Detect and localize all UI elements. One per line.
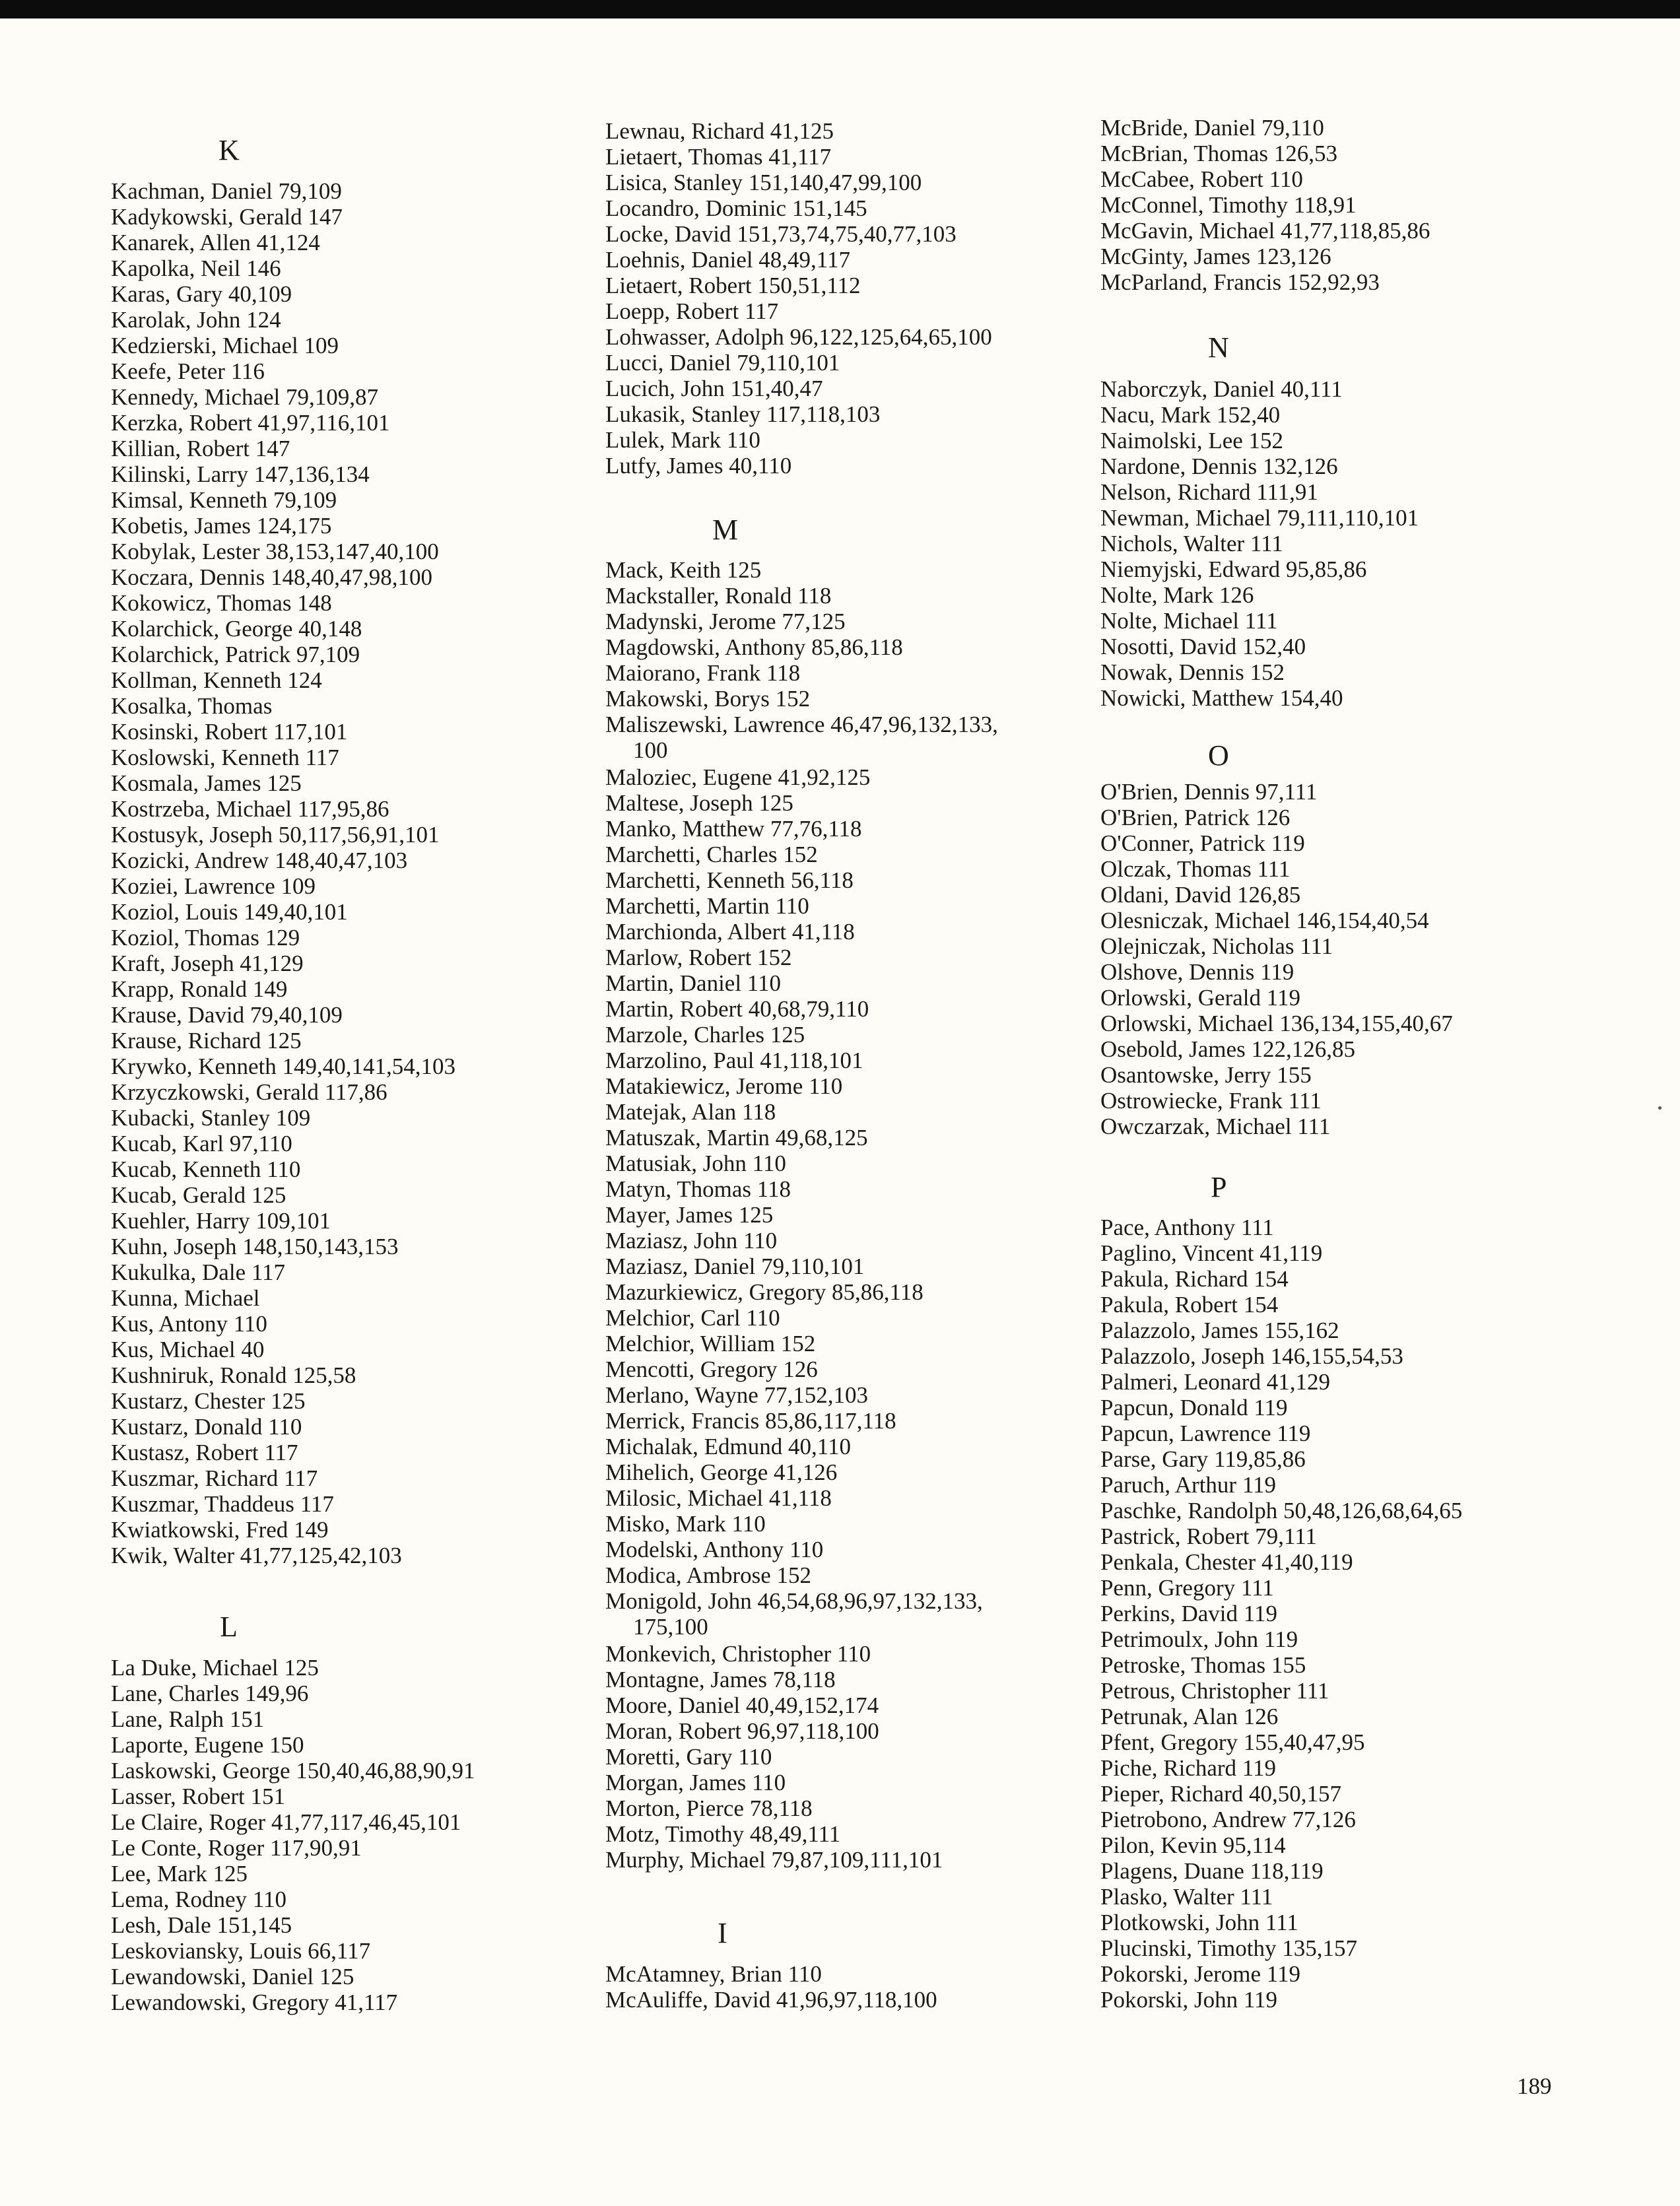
index-entry: Mihelich, George 41,126 — [605, 1459, 838, 1485]
index-entry: Nichols, Walter 111 — [1100, 531, 1283, 556]
index-entry: Loepp, Robert 117 — [605, 298, 779, 324]
index-entry: Mackstaller, Ronald 118 — [605, 583, 832, 609]
scan-speck — [1658, 1106, 1662, 1110]
index-entry: Koziei, Lawrence 109 — [111, 873, 316, 899]
index-entry: Kwiatkowski, Fred 149 — [111, 1517, 329, 1543]
index-entry: Magdowski, Anthony 85,86,118 — [605, 634, 903, 660]
index-entry: Osantowske, Jerry 155 — [1100, 1062, 1312, 1088]
index-entry: Maloziec, Eugene 41,92,125 — [605, 764, 871, 790]
index-entry: Pokorski, Jerome 119 — [1100, 1961, 1300, 1987]
index-entry: Kozicki, Andrew 148,40,47,103 — [111, 848, 408, 873]
index-entry: Matakiewicz, Jerome 110 — [605, 1073, 843, 1099]
index-entry: Locandro, Dominic 151,145 — [605, 195, 867, 221]
index-entry: Pakula, Richard 154 — [1100, 1266, 1289, 1292]
index-entry: Lesh, Dale 151,145 — [111, 1912, 292, 1938]
index-entry: Kus, Antony 110 — [111, 1311, 267, 1337]
index-entry: Kennedy, Michael 79,109,87 — [111, 384, 378, 410]
index-entry: Kimsal, Kenneth 79,109 — [111, 487, 337, 513]
index-entry: Krywko, Kenneth 149,40,141,54,103 — [111, 1053, 456, 1079]
index-entry: Paschke, Randolph 50,48,126,68,64,65 — [1100, 1498, 1463, 1523]
index-entry: Naborczyk, Daniel 40,111 — [1100, 376, 1343, 402]
index-entry: Modica, Ambrose 152 — [605, 1562, 812, 1588]
index-entry: Nolte, Mark 126 — [1100, 582, 1254, 608]
index-entry: Papcun, Lawrence 119 — [1100, 1421, 1311, 1446]
index-entry: Ostrowiecke, Frank 111 — [1100, 1088, 1322, 1114]
index-entry: Nosotti, David 152,40 — [1100, 634, 1306, 659]
index-entry: Moore, Daniel 40,49,152,174 — [605, 1692, 879, 1718]
index-entry: Krapp, Ronald 149 — [111, 976, 288, 1002]
index-entry: Makowski, Borys 152 — [605, 686, 811, 712]
index-entry: Michalak, Edmund 40,110 — [605, 1434, 851, 1459]
section-letter-n: N — [1208, 331, 1229, 364]
index-entry: McParland, Francis 152,92,93 — [1100, 269, 1380, 295]
index-entry: Kolarchick, George 40,148 — [111, 616, 362, 642]
index-entry: McGinty, James 123,126 — [1100, 244, 1331, 269]
index-entry: Lisica, Stanley 151,140,47,99,100 — [605, 170, 922, 195]
index-entry: Kuszmar, Richard 117 — [111, 1465, 318, 1491]
index-entry: Lulek, Mark 110 — [605, 427, 760, 453]
index-entry: Perkins, David 119 — [1100, 1601, 1277, 1626]
index-entry: Matyn, Thomas 118 — [605, 1176, 791, 1202]
index-entry: Kuhn, Joseph 148,150,143,153 — [111, 1234, 399, 1259]
index-entry: Kanarek, Allen 41,124 — [111, 230, 320, 255]
index-entry: Lietaert, Thomas 41,117 — [605, 144, 832, 170]
index-entry: Kraft, Joseph 41,129 — [111, 951, 304, 976]
index-page — [0, 18, 1680, 2206]
index-entry: Karolak, John 124 — [111, 307, 281, 333]
index-entry: O'Brien, Patrick 126 — [1100, 805, 1291, 830]
index-entry: Kwik, Walter 41,77,125,42,103 — [111, 1543, 402, 1568]
index-entry: Kunna, Michael — [111, 1285, 260, 1311]
index-entry: Kobetis, James 124,175 — [111, 513, 332, 539]
index-entry: Lee, Mark 125 — [111, 1861, 248, 1887]
index-entry: Petrimoulx, John 119 — [1100, 1626, 1298, 1652]
index-entry: Kukulka, Dale 117 — [111, 1259, 286, 1285]
index-entry: Kuszmar, Thaddeus 117 — [111, 1491, 334, 1517]
index-entry: Leskoviansky, Louis 66,117 — [111, 1938, 371, 1964]
index-entry: Kapolka, Neil 146 — [111, 255, 281, 281]
index-entry: Orlowski, Gerald 119 — [1100, 985, 1300, 1011]
index-entry: Newman, Michael 79,111,110,101 — [1100, 505, 1419, 531]
index-entry: Nowicki, Matthew 154,40 — [1100, 685, 1343, 711]
index-entry: Kucab, Kenneth 110 — [111, 1156, 301, 1182]
index-entry: Lohwasser, Adolph 96,122,125,64,65,100 — [605, 324, 992, 350]
index-entry: Pieper, Richard 40,50,157 — [1100, 1781, 1342, 1807]
index-entry: Maiorano, Frank 118 — [605, 660, 801, 686]
index-entry: Lewandowski, Daniel 125 — [111, 1964, 354, 1989]
index-entry: Lucich, John 151,40,47 — [605, 376, 823, 401]
index-entry: O'Conner, Patrick 119 — [1100, 830, 1305, 856]
index-entry: Kucab, Karl 97,110 — [111, 1131, 292, 1156]
index-entry: Olshove, Dennis 119 — [1100, 959, 1294, 985]
index-entry: Lukasik, Stanley 117,118,103 — [605, 401, 881, 427]
index-entry: Kerzka, Robert 41,97,116,101 — [111, 410, 390, 436]
index-entry: Morton, Pierce 78,118 — [605, 1795, 813, 1821]
index-entry: Olejniczak, Nicholas 111 — [1100, 933, 1333, 959]
index-entry: O'Brien, Dennis 97,111 — [1100, 779, 1318, 805]
index-entry: Marzolino, Paul 41,118,101 — [605, 1048, 863, 1073]
index-entry: Lutfy, James 40,110 — [605, 453, 792, 479]
index-entry: Locke, David 151,73,74,75,40,77,103 — [605, 221, 957, 247]
index-entry: Kustarz, Donald 110 — [111, 1414, 302, 1440]
index-entry: Kollman, Kenneth 124 — [111, 667, 322, 693]
index-entry: Kucab, Gerald 125 — [111, 1182, 286, 1208]
index-entry: Paglino, Vincent 41,119 — [1100, 1240, 1323, 1266]
index-entry: Maziasz, Daniel 79,110,101 — [605, 1253, 865, 1279]
index-entry: Petroske, Thomas 155 — [1100, 1652, 1306, 1678]
index-entry: Moran, Robert 96,97,118,100 — [605, 1718, 879, 1744]
index-entry: Krause, Richard 125 — [111, 1028, 302, 1053]
index-entry: Niemyjski, Edward 95,85,86 — [1100, 556, 1367, 582]
index-entry: Monkevich, Christopher 110 — [605, 1641, 871, 1667]
index-entry: Mencotti, Gregory 126 — [605, 1356, 818, 1382]
index-entry: Lane, Charles 149,96 — [111, 1681, 309, 1706]
index-entry: McGavin, Michael 41,77,118,85,86 — [1100, 218, 1430, 244]
index-entry: Motz, Timothy 48,49,111 — [605, 1821, 841, 1847]
index-entry: Lietaert, Robert 150,51,112 — [605, 273, 861, 298]
index-entry: Morgan, James 110 — [605, 1770, 786, 1795]
index-entry: Merlano, Wayne 77,152,103 — [605, 1382, 868, 1408]
index-entry: Pfent, Gregory 155,40,47,95 — [1100, 1729, 1365, 1755]
index-entry: Kedzierski, Michael 109 — [111, 333, 339, 358]
index-entry: Pietrobono, Andrew 77,126 — [1100, 1807, 1356, 1832]
index-entry: Nacu, Mark 152,40 — [1100, 402, 1281, 428]
index-entry: Kosmala, James 125 — [111, 770, 302, 796]
index-entry: Kilinski, Larry 147,136,134 — [111, 461, 370, 487]
index-entry: Marchetti, Charles 152 — [605, 842, 818, 867]
index-entry: Plotkowski, John 111 — [1100, 1910, 1298, 1935]
index-entry: Kus, Michael 40 — [111, 1337, 265, 1362]
index-entry: Merrick, Francis 85,86,117,118 — [605, 1408, 896, 1434]
index-entry: Marlow, Robert 152 — [605, 945, 792, 970]
index-entry: Laskowski, George 150,40,46,88,90,91 — [111, 1758, 475, 1784]
index-entry: Olesniczak, Michael 146,154,40,54 — [1100, 908, 1429, 933]
index-entry: Palazzolo, James 155,162 — [1100, 1318, 1339, 1343]
section-letter-k: K — [218, 134, 240, 166]
index-entry: Mack, Keith 125 — [605, 557, 762, 583]
index-entry: Nelson, Richard 111,91 — [1100, 479, 1318, 505]
index-entry: Lasser, Robert 151 — [111, 1784, 285, 1809]
index-entry: Koziol, Louis 149,40,101 — [111, 899, 348, 925]
index-entry: Kostrzeba, Michael 117,95,86 — [111, 796, 389, 822]
index-entry: Penkala, Chester 41,40,119 — [1100, 1549, 1353, 1575]
section-letter-p: P — [1211, 1171, 1227, 1203]
index-entry: Krause, David 79,40,109 — [111, 1002, 343, 1028]
section-letter-m: M — [712, 514, 739, 546]
index-entry: Killian, Robert 147 — [111, 436, 290, 461]
index-entry: Maziasz, John 110 — [605, 1228, 778, 1253]
index-entry: Martin, Robert 40,68,79,110 — [605, 996, 869, 1022]
index-entry: Manko, Matthew 77,76,118 — [605, 816, 862, 842]
index-entry-continuation: 175,100 — [633, 1614, 708, 1640]
index-entry: Le Claire, Roger 41,77,117,46,45,101 — [111, 1809, 461, 1835]
index-entry: Pace, Anthony 111 — [1100, 1215, 1274, 1240]
index-entry: Murphy, Michael 79,87,109,111,101 — [605, 1847, 943, 1873]
index-entry: Papcun, Donald 119 — [1100, 1395, 1288, 1421]
index-entry: Kadykowski, Gerald 147 — [111, 204, 343, 230]
section-letter-i: I — [718, 1917, 727, 1949]
index-entry: Parse, Gary 119,85,86 — [1100, 1446, 1306, 1472]
index-entry: Melchior, Carl 110 — [605, 1305, 780, 1331]
index-entry: McBrian, Thomas 126,53 — [1100, 141, 1338, 166]
index-entry: Lewandowski, Gregory 41,117 — [111, 1989, 398, 2015]
index-entry: McBride, Daniel 79,110 — [1100, 115, 1324, 141]
index-entry: Modelski, Anthony 110 — [605, 1537, 824, 1562]
index-entry: Nardone, Dennis 132,126 — [1100, 453, 1338, 479]
index-entry: Lane, Ralph 151 — [111, 1706, 265, 1732]
index-entry: Owczarzak, Michael 111 — [1100, 1114, 1331, 1139]
index-entry: Olczak, Thomas 111 — [1100, 856, 1291, 882]
index-entry: Koziol, Thomas 129 — [111, 925, 300, 951]
index-entry: Plucinski, Timothy 135,157 — [1100, 1935, 1357, 1961]
index-entry: Laporte, Eugene 150 — [111, 1732, 304, 1758]
index-entry: Marzole, Charles 125 — [605, 1022, 805, 1048]
index-entry: Mazurkiewicz, Gregory 85,86,118 — [605, 1279, 924, 1305]
page-number: 189 — [1517, 2073, 1552, 2099]
index-entry: Montagne, James 78,118 — [605, 1667, 836, 1692]
index-entry: McConnel, Timothy 118,91 — [1100, 192, 1357, 218]
section-letter-o: O — [1208, 739, 1229, 772]
index-entry: Marchetti, Martin 110 — [605, 893, 809, 919]
index-entry: Monigold, John 46,54,68,96,97,132,133, — [605, 1588, 983, 1614]
index-entry: Kustasz, Robert 117 — [111, 1440, 298, 1465]
index-entry: Matusiak, John 110 — [605, 1151, 786, 1176]
index-entry: Koslowski, Kenneth 117 — [111, 745, 339, 770]
index-entry: Plagens, Duane 118,119 — [1100, 1858, 1324, 1884]
index-entry: Pastrick, Robert 79,111 — [1100, 1523, 1317, 1549]
index-entry: Petrous, Christopher 111 — [1100, 1678, 1329, 1704]
index-entry: Misko, Mark 110 — [605, 1511, 766, 1537]
index-entry: La Duke, Michael 125 — [111, 1655, 319, 1681]
index-entry: Kobylak, Lester 38,153,147,40,100 — [111, 539, 439, 564]
index-entry: Kustarz, Chester 125 — [111, 1388, 306, 1414]
index-entry: Matuszak, Martin 49,68,125 — [605, 1125, 868, 1151]
index-entry: Kosalka, Thomas — [111, 693, 273, 719]
index-entry: Osebold, James 122,126,85 — [1100, 1036, 1355, 1062]
index-entry: Piche, Richard 119 — [1100, 1755, 1277, 1781]
index-entry: Pakula, Robert 154 — [1100, 1292, 1279, 1318]
index-entry: Marchionda, Albert 41,118 — [605, 919, 855, 945]
index-entry: Orlowski, Michael 136,134,155,40,67 — [1100, 1011, 1453, 1036]
index-entry: McAuliffe, David 41,96,97,118,100 — [605, 1987, 937, 2013]
index-entry: Naimolski, Lee 152 — [1100, 428, 1284, 453]
index-entry-continuation: 100 — [633, 737, 668, 763]
index-entry: Melchior, William 152 — [605, 1331, 816, 1356]
index-entry: Mayer, James 125 — [605, 1202, 774, 1228]
index-entry: McCabee, Robert 110 — [1100, 166, 1303, 192]
index-entry: Pokorski, John 119 — [1100, 1987, 1278, 2013]
index-entry: Koczara, Dennis 148,40,47,98,100 — [111, 564, 432, 590]
index-entry: Keefe, Peter 116 — [111, 358, 265, 384]
index-entry: Kuehler, Harry 109,101 — [111, 1208, 331, 1234]
index-entry: Lema, Rodney 110 — [111, 1887, 287, 1912]
index-entry: Pilon, Kevin 95,114 — [1100, 1832, 1286, 1858]
index-entry: Kushniruk, Ronald 125,58 — [111, 1362, 356, 1388]
index-entry: Palmeri, Leonard 41,129 — [1100, 1369, 1330, 1395]
index-entry: Le Conte, Roger 117,90,91 — [111, 1835, 362, 1861]
index-entry: Kubacki, Stanley 109 — [111, 1105, 311, 1131]
index-entry: Palazzolo, Joseph 146,155,54,53 — [1100, 1343, 1403, 1369]
index-entry: Kostusyk, Joseph 50,117,56,91,101 — [111, 822, 440, 848]
index-entry: Kolarchick, Patrick 97,109 — [111, 642, 360, 667]
index-entry: Penn, Gregory 111 — [1100, 1575, 1274, 1601]
index-entry: Nowak, Dennis 152 — [1100, 659, 1285, 685]
index-entry: Kachman, Daniel 79,109 — [111, 178, 342, 204]
index-entry: McAtamney, Brian 110 — [605, 1961, 822, 1987]
index-entry: Karas, Gary 40,109 — [111, 281, 292, 307]
index-entry: Krzyczkowski, Gerald 117,86 — [111, 1079, 387, 1105]
index-entry: Lewnau, Richard 41,125 — [605, 118, 834, 144]
index-entry: Milosic, Michael 41,118 — [605, 1485, 832, 1511]
index-entry: Moretti, Gary 110 — [605, 1744, 772, 1770]
index-entry: Plasko, Walter 111 — [1100, 1884, 1273, 1910]
index-entry: Madynski, Jerome 77,125 — [605, 609, 846, 634]
index-entry: Matejak, Alan 118 — [605, 1099, 776, 1125]
index-entry: Maliszewski, Lawrence 46,47,96,132,133, — [605, 712, 998, 737]
index-entry: Kokowicz, Thomas 148 — [111, 590, 332, 616]
index-entry: Loehnis, Daniel 48,49,117 — [605, 247, 851, 273]
index-entry: Oldani, David 126,85 — [1100, 882, 1301, 908]
index-entry: Paruch, Arthur 119 — [1100, 1472, 1277, 1498]
index-entry: Kosinski, Robert 117,101 — [111, 719, 348, 745]
index-entry: Nolte, Michael 111 — [1100, 608, 1278, 634]
index-entry: Petrunak, Alan 126 — [1100, 1704, 1279, 1729]
index-entry: Marchetti, Kenneth 56,118 — [605, 867, 854, 893]
index-entry: Lucci, Daniel 79,110,101 — [605, 350, 840, 376]
index-entry: Martin, Daniel 110 — [605, 970, 782, 996]
index-entry: Maltese, Joseph 125 — [605, 790, 793, 816]
section-letter-l: L — [220, 1611, 238, 1643]
